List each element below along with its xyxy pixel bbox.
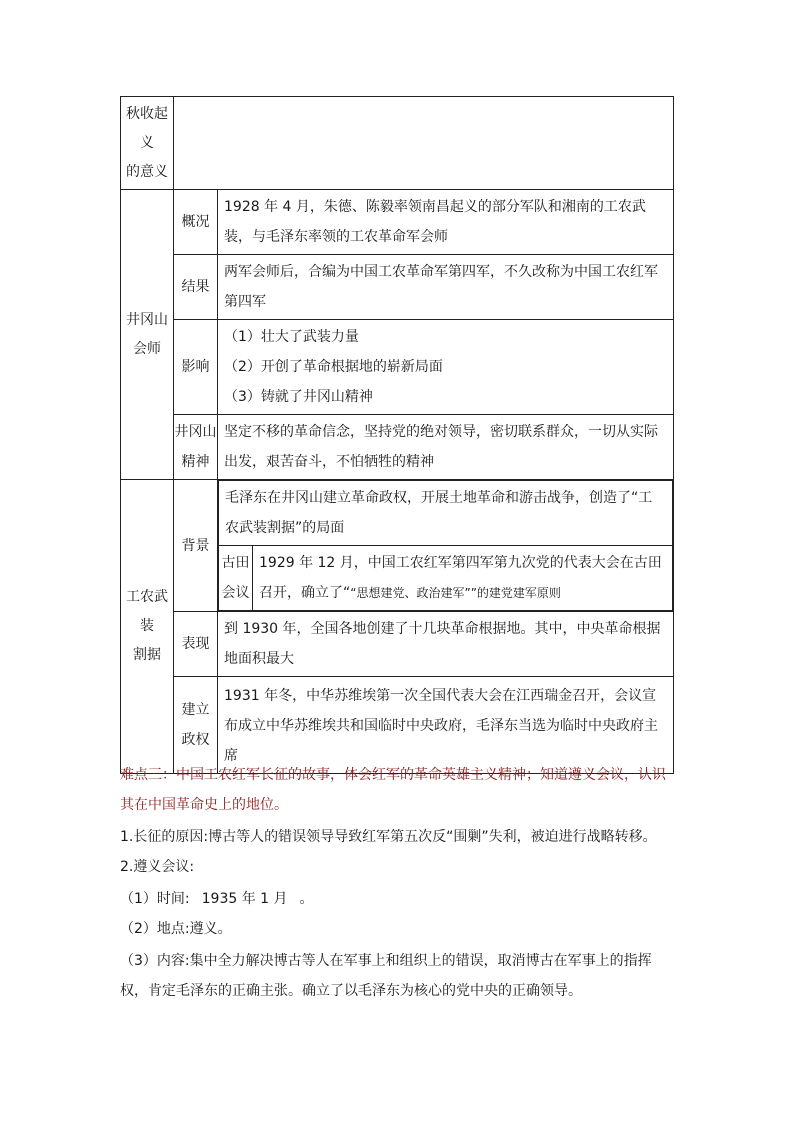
list-yingxiang — [218, 320, 674, 415]
inner-row-beijing — [219, 481, 673, 546]
paragraph-location: （2）地点:遵义。 — [120, 921, 232, 937]
text-gutian — [253, 546, 673, 611]
title-line: 秋收起 — [126, 105, 168, 122]
beijing-inner-table — [218, 480, 673, 611]
label-line: 精神 — [181, 454, 210, 470]
beijing-content — [218, 480, 674, 612]
text-part: ”的建党建军原则 — [470, 586, 561, 600]
text-gaikuang: 1928 年 4 月，朱德、陈毅率领南昌起义的部分军队和湘南的工农武装，与毛泽东率领的工农革命军会师 — [218, 190, 674, 255]
table-row-qiushou — [121, 97, 674, 190]
paragraph-zunyi-heading: 2.遵义会议: — [120, 859, 195, 875]
table-row-jingshen — [121, 415, 674, 480]
table-row-beijing — [121, 480, 674, 612]
empty-answer-cell — [174, 97, 674, 190]
table-row-zhengquan — [121, 677, 674, 774]
title-line: 装 — [140, 618, 154, 634]
time-value: 1935 年 1 月 — [201, 891, 288, 907]
difficulty-note: 难点三：中国工农红军长征的故事，体会红军的革命英雄主义精神；知道遵义会议，认识其在中国革命史上的地位。 — [120, 767, 666, 813]
title-line: 义 — [140, 134, 154, 151]
row-title-jinggangshan — [121, 190, 174, 480]
table-row-yingxiang — [121, 320, 674, 415]
table-row-jieguo — [121, 255, 674, 320]
row-title-qiushou — [121, 97, 174, 190]
time-label: （1）时间: — [120, 891, 190, 907]
label-zhengquan — [174, 677, 218, 774]
label-gutian — [219, 546, 253, 611]
label-jingshen — [174, 415, 218, 480]
table-row-biaoxian — [121, 612, 674, 677]
table-row-gaikuang — [121, 190, 674, 255]
text-jingshen: 坚定不移的革命信念，坚持党的绝对领导，密切联系群众，一切从实际出发，艰苦奋斗，不怕牺牲的精神 — [218, 415, 674, 480]
text-jieguo: 两军会师后，合编为中国工农革命军第四军，不久改称为中国工农红军第四军 — [218, 255, 674, 320]
paragraph-cause: 1.长征的原因:博古等人的错误领导导致红军第五次反“围剿”失利，被迫进行战略转移。 — [120, 829, 657, 845]
label-yingxiang: 影响 — [174, 320, 218, 415]
title-line: 工农武 — [126, 589, 168, 605]
list-item: （3）铸就了井冈山精神 — [224, 389, 373, 405]
text-zhengquan: 1931 年冬，中华苏维埃第一次全国代表大会在江西瑞金召开，会议宣布成立中华苏维埃共和国临时中央政府，毛泽东当选为临时中央政府主席 — [218, 677, 674, 774]
text-part: “思想建党、政治建军” — [350, 586, 471, 600]
label-beijing: 背景 — [174, 480, 218, 612]
title-line: 的意义 — [126, 163, 168, 180]
label-gaikuang: 概况 — [174, 190, 218, 255]
row-title-gegju — [121, 480, 174, 774]
label-jieguo: 结果 — [174, 255, 218, 320]
paragraph-time — [120, 884, 676, 914]
label-line: 政权 — [181, 732, 210, 748]
list-item: （1）壮大了武装力量 — [224, 329, 359, 345]
title-line: 割据 — [133, 647, 161, 663]
label-line: 建立 — [181, 702, 210, 718]
label-biaoxian: 表现 — [174, 612, 218, 677]
title-line: 井冈山 — [126, 311, 168, 328]
text-part: 1929 年 12 月，中国工农红军第四军第九次党的代表大会在古田召开，确立了“ — [259, 555, 662, 601]
text-beijing: 毛泽东在井冈山建立革命政权，开展土地革命和游击战争，创造了“工农武装割据”的局面 — [219, 481, 673, 546]
title-line: 会师 — [133, 340, 161, 357]
label-line: 会议 — [221, 585, 250, 601]
inner-row-gutian — [219, 546, 673, 611]
history-summary-table — [120, 96, 674, 774]
label-line: 古田 — [221, 555, 250, 571]
label-line: 井冈山 — [174, 424, 217, 440]
time-end: 。 — [299, 891, 314, 907]
text-biaoxian: 到 1930 年，全国各地创建了十几块革命根据地。其中，中央革命根据地面积最大 — [218, 612, 674, 677]
list-item: （2）开创了革命根据地的崭新局面 — [224, 359, 443, 375]
paragraph-content: （3）内容:集中全力解决博古等人在军事上和组织上的错误，取消博古在军事上的指挥权，肯定毛泽东的正确主张。确立了以毛泽东为核心的党中央的正确领导。 — [120, 953, 652, 999]
